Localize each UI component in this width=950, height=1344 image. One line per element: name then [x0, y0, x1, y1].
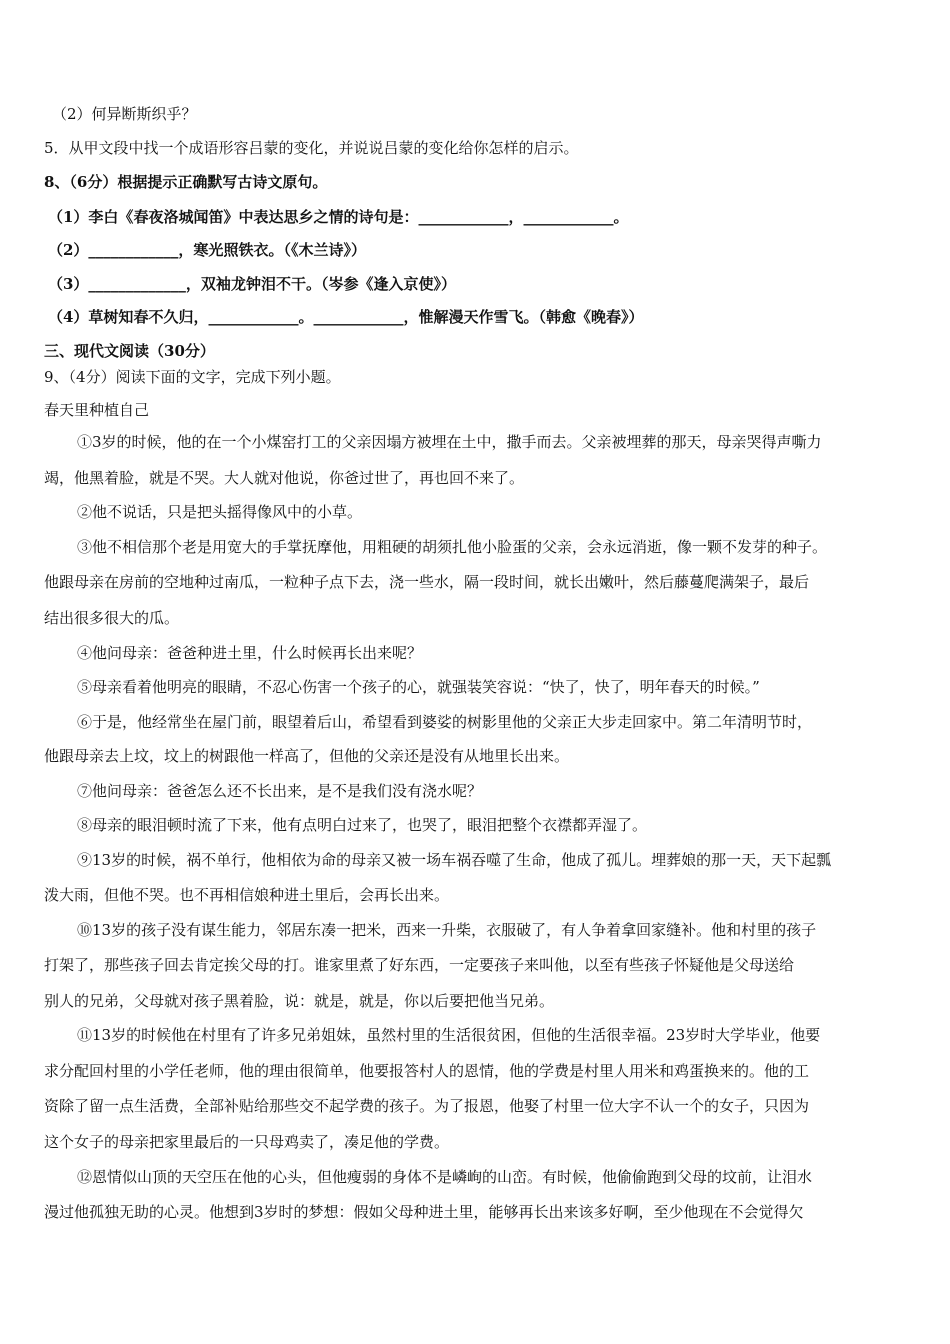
paragraph-8: ⑧母亲的眼泪顿时流了下来，他有点明白过来了，也哭了，眼泪把整个衣襟都弄湿了。: [77, 816, 648, 834]
paragraph-10-line-2: 打架了，那些孩子回去肯定挨父母的打。谁家里煮了好东西，一定要孩子来叫他，以至有些孩子怀疑他是父母送给: [44, 956, 795, 974]
paragraph-2: ②他不说话，只是把头摇得像风中的小草。: [77, 503, 363, 521]
paragraph-7: ⑦他问母亲：爸爸怎么还不长出来，是不是我们没有浇水呢？: [77, 782, 483, 800]
paragraph-11-line-1: ⑪13岁的时候他在村里有了许多兄弟姐妹，虽然村里的生活很贫困，但他的生活很幸福。23岁时大学毕业，他要: [77, 1026, 821, 1044]
paragraph-10-line-3: 别人的兄弟，父母就对孩子黑着脸，说：就是，就是，你以后要把他当兄弟。: [44, 992, 555, 1010]
paragraph-11-line-4: 这个女子的母亲把家里最后的一只母鸡卖了，凑足他的学费。: [44, 1133, 450, 1151]
paragraph-4: ④他问母亲：爸爸种进土里，什么时候再长出来呢？: [77, 644, 423, 662]
paragraph-11-line-2: 求分配回村里的小学任老师，他的理由很简单，他要报答村人的恩情，他的学费是村里人用米和鸡蛋换来的。他的工: [44, 1062, 810, 1080]
q8-item-2: （2）____________，寒光照铁衣。（《木兰诗》）: [48, 241, 366, 259]
paragraph-9-line-2: 泼大雨，但他不哭。也不再相信娘种进土里后，会再长出来。: [44, 886, 450, 904]
paragraph-3-line-1: ③他不相信那个老是用宽大的手掌抚摩他，用粗硬的胡须扎他小脸蛋的父亲，会永远消逝，像一颗不发芽的种子。: [77, 538, 828, 556]
paragraph-12-line-1: ⑫恩情似山顶的天空压在他的心头，但他瘦弱的身体不是嶙峋的山峦。有时候，他偷偷跑到父母的坟前，让泪水: [77, 1168, 813, 1186]
paragraph-11-line-3: 资除了留一点生活费，全部补贴给那些交不起学费的孩子。为了报恩，他娶了村里一位大字不认一个的女子，只因为: [44, 1097, 810, 1115]
paragraph-9-line-1: ⑨13岁的时候，祸不单行，他相依为命的母亲又被一场车祸吞噬了生命，他成了孤儿。埋葬娘的那一天，天下起瓢: [77, 851, 832, 869]
paragraph-3-line-2: 他跟母亲在房前的空地种过南瓜，一粒种子点下去，浇一些水，隔一段时间，就长出嫩叶，然后藤蔓爬满架子，最后: [44, 573, 810, 591]
section-3-heading: 三、现代文阅读（30分）: [44, 342, 215, 360]
q8-heading: 8、（6分）根据提示正确默写古诗文原句。: [44, 173, 328, 191]
paragraph-1-line-1: ①3岁的时候，他的在一个小煤窑打工的父亲因塌方被埋在土中，撒手而去。父亲被埋葬的那天，母亲哭得声嘶力: [77, 433, 822, 451]
paragraph-5: ⑤母亲看着他明亮的眼睛，不忍心伤害一个孩子的心，就强装笑容说：“快了，快了，明年春天的时候。”: [77, 678, 760, 696]
paragraph-3-line-3: 结出很多很大的瓜。: [44, 609, 180, 627]
q8-item-4: （4）草树知春不久归，____________。____________，惟解漫天作雪飞。（韩愈《晚春》）: [48, 308, 644, 326]
paragraph-6-line-1: ⑥于是，他经常坐在屋门前，眼望着后山，希望看到婆娑的树影里他的父亲正大步走回家中。第二年清明节时，: [77, 713, 813, 731]
q9-heading: 9、（4分）阅读下面的文字，完成下列小题。: [44, 368, 341, 386]
passage-title: 春天里种植自己: [44, 401, 150, 419]
q8-item-1: （1）李白《春夜洛城闻笛》中表达思乡之情的诗句是：____________，____________。: [48, 208, 629, 226]
q5-question: 5．从甲文段中找一个成语形容吕蒙的变化，并说说吕蒙的变化给你怎样的启示。: [44, 139, 579, 157]
paragraph-10-line-1: ⑩13岁的孩子没有谋生能力，邻居东凑一把米，西来一升柴，衣服破了，有人争着拿回家缝补。他和村里的孩子: [77, 921, 817, 939]
q4-item-2: （2）何异断斯织乎？: [52, 105, 197, 123]
q8-item-3: （3）_____________，双袖龙钟泪不干。（岑参《逢入京使》）: [48, 275, 456, 293]
paragraph-12-line-2: 漫过他孤独无助的心灵。他想到3岁时的梦想：假如父母种进土里，能够再长出来该多好啊，至少他现在不会觉得欠: [44, 1203, 804, 1221]
paragraph-1-line-2: 竭，他黑着脸，就是不哭。大人就对他说，你爸过世了，再也回不来了。: [44, 469, 525, 487]
paragraph-6-line-2: 他跟母亲去上坟，坟上的树跟他一样高了，但他的父亲还是没有从地里长出来。: [44, 747, 570, 765]
